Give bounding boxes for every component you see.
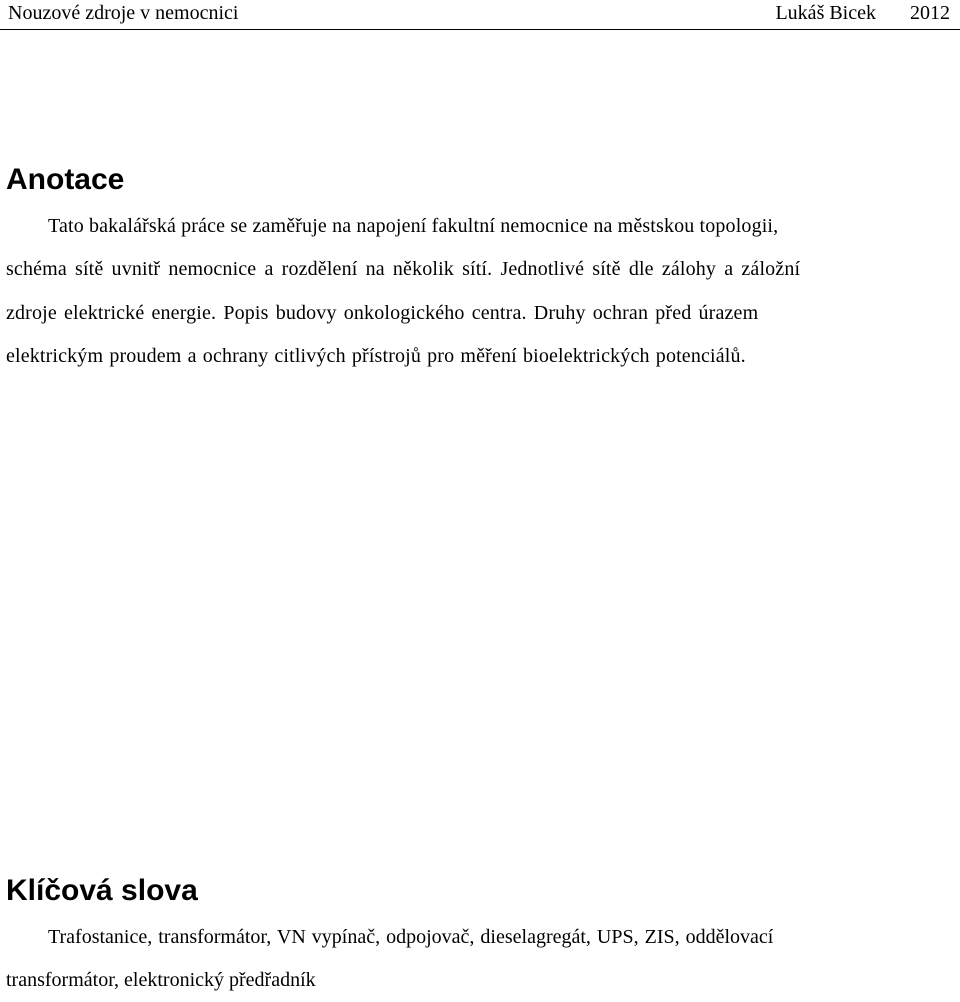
- header-author: Lukáš Bicek: [775, 2, 876, 24]
- header-meta: [775, 0, 950, 26]
- abstract-line: elektrickým proudem a ochrany citlivých přístrojů pro měření bioelektrických potenciálů.: [6, 345, 746, 368]
- keywords-paragraph: [6, 916, 952, 1002]
- header-year: 2012: [910, 2, 950, 24]
- abstract-line: Tato bakalářská práce se zaměřuje na napojení fakultní nemocnice na městskou topologii,: [48, 215, 779, 237]
- keywords-heading: Klíčová slova: [6, 874, 198, 907]
- keywords-line: Trafostanice, transformátor, VN vypínač, odpojovač, dieselagregát, UPS, ZIS, oddělovací: [48, 926, 774, 948]
- keywords-line: transformátor, elektronický předřadník: [6, 969, 316, 991]
- header-document-title: Nouzové zdroje v nemocnici: [8, 2, 239, 24]
- abstract-heading: Anotace: [6, 163, 125, 196]
- abstract-line: zdroje elektrické energie. Popis budovy onkologického centra. Druhy ochran před úrazem: [6, 301, 759, 324]
- running-header: [0, 0, 960, 30]
- abstract-line: schéma sítě uvnitř nemocnice a rozdělení na několik sítí. Jednotlivé sítě dle zálohy a záložní: [6, 258, 801, 281]
- abstract-paragraph: [6, 205, 952, 379]
